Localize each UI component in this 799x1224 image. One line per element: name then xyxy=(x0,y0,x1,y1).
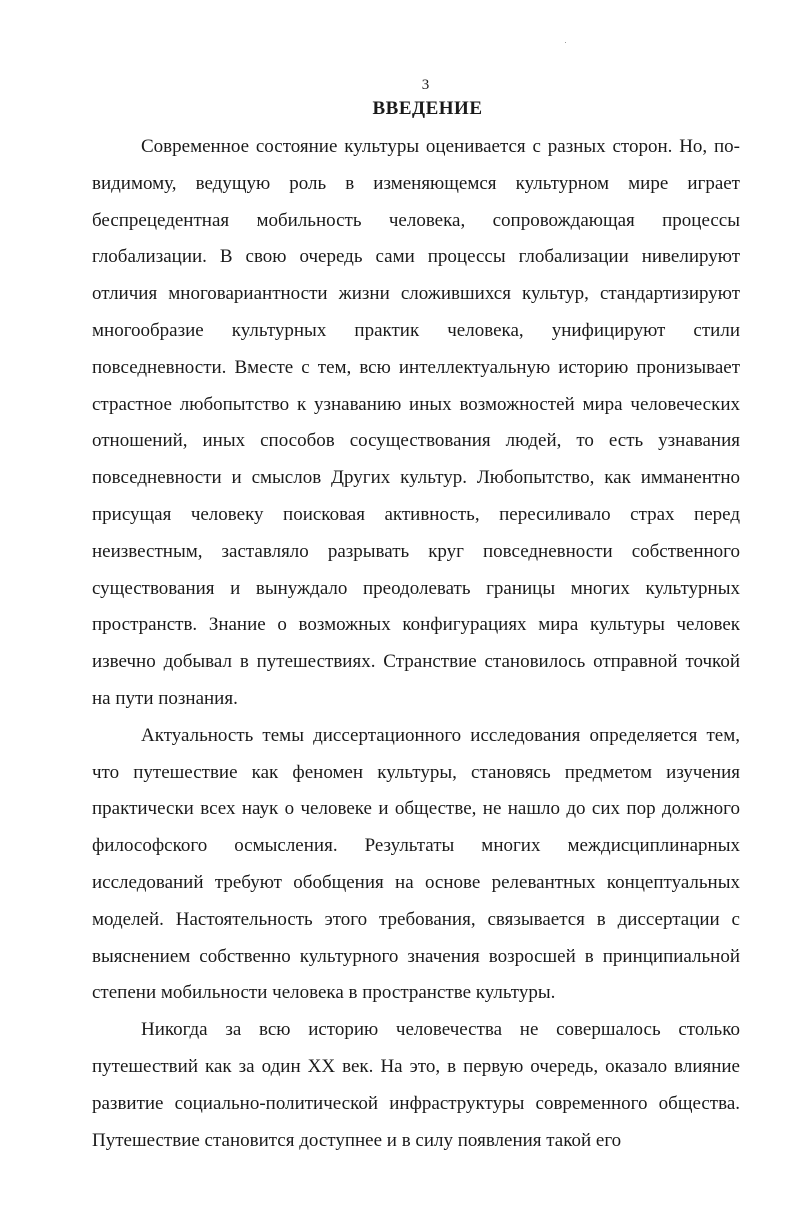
paragraph-relevance: Актуальность темы диссертационного исследования определяется тем, что путешествие как феномен культуры, становясь предметом изучения практически всех наук о человеке и обществе, не нашло до сих пор должного философского осмысления. Результаты многих междисциплинарных исследований требуют обобщения на основе релевантных концептуальных моделей. Настоятельность этого требования, связывается в диссертации с выяснением собственно культурного значения возросшей в принципиальной степени мобильности человека в пространстве культуры. xyxy=(92,724,740,1004)
section-heading: ВВЕДЕНИЕ xyxy=(372,98,483,119)
body-text xyxy=(92,129,740,1159)
page-number: 3 xyxy=(421,77,430,93)
paragraph-intro: Современное состояние культуры оценивается с разных сторон. Но, по-видимому, ведущую роль в изменяющемся культурном мире играет беспрецедентная мобильность человека, сопровождающая процессы глобализации. В свою очередь сами процессы глобализации нивелируют отличия многовариантности жизни сложившихся культур, стандартизируют многообразие культурных практик человека, унифицируют стили повседневности. Вместе с тем, всю интеллектуальную историю пронизывает страстное любопытство к узнаванию иных возможностей мира человеческих отношений, иных способов сосуществования людей, то есть узнавания повседневности и смыслов Других культур. Любопытство, как имманентно присущая человеку поисковая активность, пересиливало страх перед неизвестным, заставляло разрывать круг повседневности собственного существования и вынуждало преодолевать границы многих культурных пространств. Знание о возможных конфигурациях мира культуры человек извечно добывал в путешествиях. Странствие становилось отправной точкой на пути познания. xyxy=(92,136,740,709)
paragraph-travel-history: Никогда за всю историю человечества не совершалось столько путешествий как за один XX век. На это, в первую очередь, оказало влияние развитие социально-политической инфраструктуры современного общества. Путешествие становится доступнее и в силу появления такой его xyxy=(92,1019,740,1151)
scan-speck xyxy=(565,42,566,43)
